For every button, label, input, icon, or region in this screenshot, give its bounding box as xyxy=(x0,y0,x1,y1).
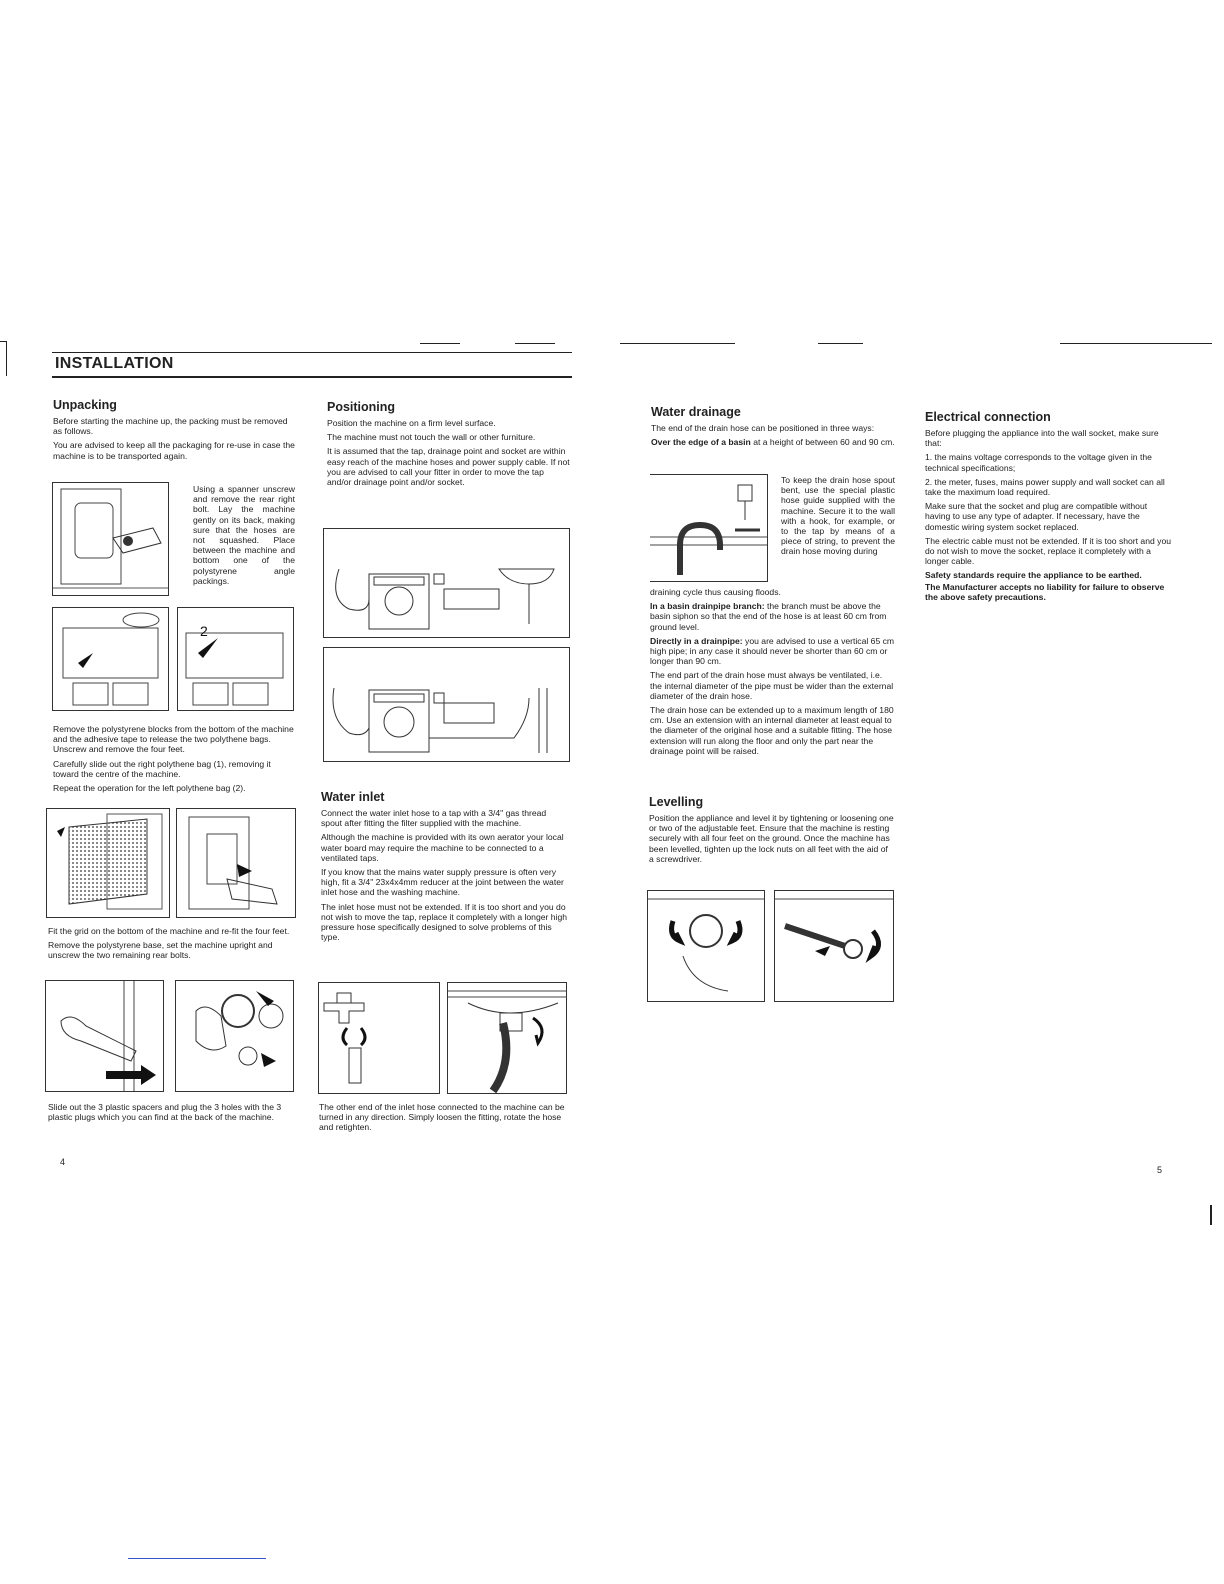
water-inlet-p1: Connect the water inlet hose to a tap with a 3/4" gas thread spout after fitting the filter supplied with the machine. xyxy=(321,808,547,829)
electrical-p3: 2. the meter, fuses, mains power supply and wall socket can all take the maximum load required. xyxy=(925,476,1165,498)
water-inlet-p2: Although the machine is provided with its own aerator your local water board may require the machine to be connected to a ventilated taps. xyxy=(321,832,564,863)
figure-drain-hose-guide xyxy=(650,474,768,582)
water-inlet-section xyxy=(321,790,567,946)
water-inlet-end xyxy=(319,1102,565,1137)
levelling-section xyxy=(649,795,895,868)
water-drainage-p5-rest: you are advised to use a vertical 65 cm high pipe; in any case it should never be shorter than 60 cm or longer than 90 cm. xyxy=(650,635,895,667)
electrical-title: Electrical connection xyxy=(925,410,1051,424)
page-number-right: 5 xyxy=(1157,1165,1163,1175)
water-drainage-p2-rest: at a height of between 60 and 90 cm. xyxy=(750,437,895,448)
electrical-section xyxy=(925,410,1171,606)
right-edge-mark xyxy=(1210,1205,1212,1225)
electrical-p6: Safety standards require the appliance to be earthed. xyxy=(925,570,1142,581)
header-top-dash-3 xyxy=(620,343,735,344)
unpacking-p1: Before starting the machine up, the packing must be removed as follows. xyxy=(53,416,288,437)
positioning-p3: It is assumed that the tap, drainage point and socket are within easy reach of the machine hoses and power supply cable. If not you are advised to call your fitter in order to move the tap and/or drainage point and/or socket. xyxy=(327,446,570,488)
header-top-dash-5 xyxy=(1060,343,1212,344)
positioning-title: Positioning xyxy=(327,400,396,414)
water-drainage-p6: The end part of the drain hose must always be ventilated, i.e. the internal diameter of the pipe must be wider than the external diameter of the drain hose. xyxy=(650,670,894,701)
water-drainage-p2 xyxy=(651,437,897,447)
water-drainage-p7: The drain hose can be extended up to a maximum length of 180 cm. Use an extension with an internal diameter at least equal to the diameter of the original hose and a suitable fitting. The hose extension will run along the floor and only the part near the drainage point will be raised. xyxy=(650,705,894,756)
unpacking-p5: Repeat the operation for the left polythene bag (2). xyxy=(53,783,246,794)
unpacking-steps xyxy=(53,724,296,797)
page-edge-left-vertical xyxy=(6,341,7,376)
water-inlet-p4: The inlet hose must not be extended. If it is too short and you do not wish to move the tap, replace it completely with a longer high pressure hose specifically designed to solve problems of this type. xyxy=(321,901,568,943)
water-drainage-p4-rest: the branch must be above the basin siphon so that the end of the hose is at least 60 cm from ground level. xyxy=(650,601,887,632)
figure-polythene-bag-1 xyxy=(52,607,169,711)
figure-positioning-basin xyxy=(323,528,570,638)
header-top-dash-2 xyxy=(515,343,555,344)
water-inlet-p3: If you know that the mains water supply pressure is often very high, fit a 3/4" 23x4x4mm reducer at the joint between the water inlet hose and the washing machine. xyxy=(321,867,564,898)
figure-refit-feet xyxy=(176,808,296,918)
figure-plastic-spacers xyxy=(45,980,164,1092)
electrical-p2: 1. the mains voltage corresponds to the voltage given in the technical specifications; xyxy=(925,452,1152,473)
water-drainage-p4 xyxy=(650,601,896,632)
unpacking-p8: Slide out the 3 plastic spacers and plug the 3 holes with the 3 plastic plugs which you can find at the back of the machine. xyxy=(48,1102,282,1123)
figure-levelling-feet xyxy=(647,890,765,1002)
page-title: INSTALLATION xyxy=(55,355,174,372)
positioning-p1: Position the machine on a firm level surface. xyxy=(327,418,496,428)
water-drainage-details xyxy=(650,587,896,760)
figure-hose-rotate xyxy=(447,982,567,1094)
figure-positioning-drainpipe xyxy=(323,647,570,762)
unpacking-p7: Remove the polystyrene base, set the machine upright and unscrew the two remaining rear bolts. xyxy=(48,940,273,961)
header-top-dash-4 xyxy=(818,343,863,344)
unpacking-figure-caption: Using a spanner unscrew and remove the rear right bolt. Lay the machine gently on its back, making sure that the hoses are not squashed. Place between the machine and bottom one of the polystyrene angle packings. xyxy=(193,484,295,586)
figure-plug-holes xyxy=(175,980,294,1092)
water-drainage-section xyxy=(651,405,897,451)
figure-polythene-bag-2 xyxy=(177,607,294,711)
unpacking-p4: Carefully slide out the right polythene bag (1), removing it toward the centre of the machine. xyxy=(53,758,271,779)
unpacking-section xyxy=(53,398,296,465)
water-drainage-p2-bold: Over the edge of a basin xyxy=(651,437,751,448)
levelling-title: Levelling xyxy=(649,795,704,809)
bottom-link-rule xyxy=(128,1558,266,1559)
unpacking-p3: Remove the polystyrene blocks from the bottom of the machine and the adhesive tape to release the two polythene bags. Unscrew and remove the four feet. xyxy=(53,724,294,755)
electrical-p5: The electric cable must not be extended. If it is too short and you do not wish to move the socket, replace it completely with a longer cable. xyxy=(925,535,1172,567)
positioning-section xyxy=(327,400,570,491)
water-drainage-p3: draining cycle thus causing floods. xyxy=(650,587,781,597)
unpacking-p6: Fit the grid on the bottom of the machine and re-fit the four feet. xyxy=(48,926,290,936)
drainage-figure-caption: To keep the drain hose spout bent, use the special plastic hose guide supplied with the machine. Secure it to the wall with a hook, for example, or to the tap by means of a piece of string, to prevent the drain hose moving during xyxy=(781,475,895,557)
water-drainage-p5 xyxy=(650,636,896,667)
header-bottom-rule xyxy=(52,376,572,378)
header-top-rule xyxy=(52,352,572,353)
electrical-p7: The Manufacturer accepts no liability for failure to observe the above safety precautions. xyxy=(925,581,1165,602)
svg-text:2: 2 xyxy=(200,623,208,639)
water-drainage-p4-bold: In a basin drainpipe branch: xyxy=(650,601,765,612)
electrical-p4: Make sure that the socket and plug are compatible without having to use any type of adapter. If necessary, have the domestic wiring system socket replaced. xyxy=(925,501,1148,532)
unpacking-p2: You are advised to keep all the packaging for re-use in case the machine is to be transported again. xyxy=(53,440,295,461)
positioning-p2: The machine must not touch the wall or other furniture. xyxy=(327,432,536,443)
spacers-step xyxy=(48,1102,294,1126)
levelling-p1: Position the appliance and level it by tightening or loosening one or two of the adjustable feet. Ensure that the machine is resting securely with all four feet on the ground. Once the machine has been levelled, tighten up the lock nuts on all feet with the aid of a screwdriver. xyxy=(649,813,894,864)
water-drainage-title: Water drainage xyxy=(651,405,741,419)
electrical-p1: Before plugging the appliance into the wall socket, make sure that: xyxy=(925,428,1159,449)
water-drainage-p5-bold: Directly in a drainpipe: xyxy=(650,635,743,646)
figure-lock-nuts xyxy=(774,890,894,1002)
unpacking-title: Unpacking xyxy=(53,398,117,412)
water-drainage-p1: The end of the drain hose can be positioned in three ways: xyxy=(651,423,875,433)
water-inlet-title: Water inlet xyxy=(321,790,385,804)
figure-fit-grid xyxy=(46,808,170,918)
water-inlet-p5: The other end of the inlet hose connected to the machine can be turned in any direction. Simply loosen the fitting, rotate the hose and retighten. xyxy=(319,1102,565,1133)
figure-tap-filter xyxy=(318,982,440,1094)
figure-spanner-rear-bolt xyxy=(52,482,169,596)
page-number-left: 4 xyxy=(60,1157,66,1167)
unpacking-grid-steps xyxy=(48,926,294,965)
header-top-dash-1 xyxy=(420,343,460,344)
